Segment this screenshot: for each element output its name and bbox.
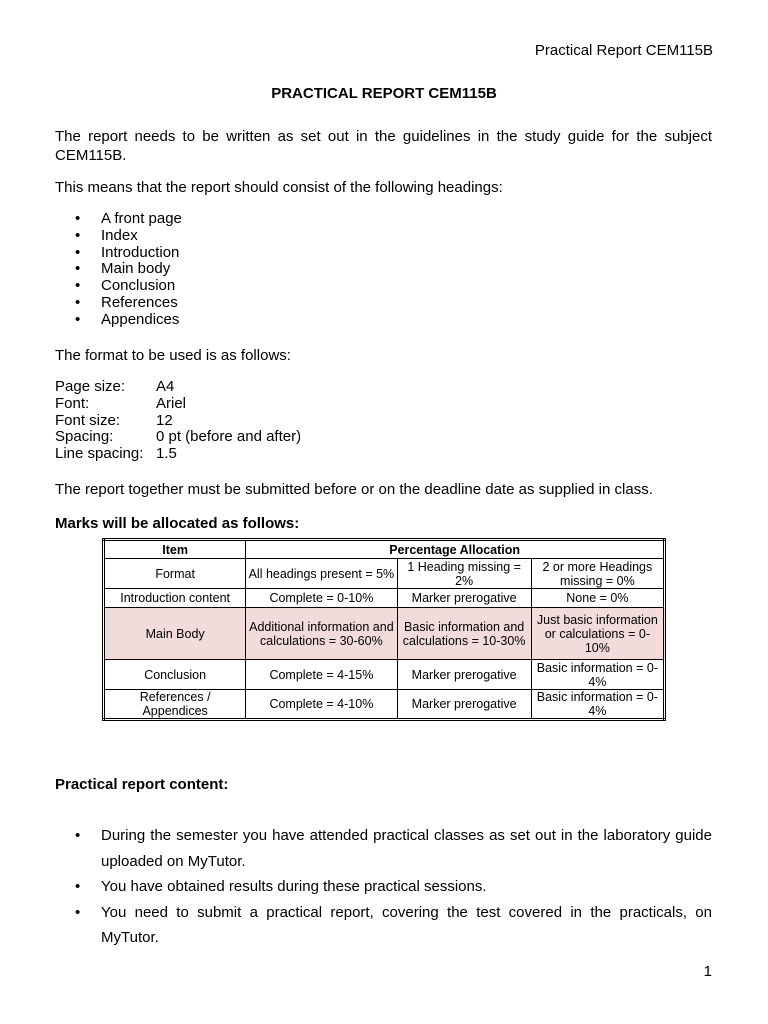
list-item: • Introduction (75, 243, 180, 261)
format-row: Font: Ariel (55, 394, 187, 412)
bullet-icon: • (75, 226, 81, 244)
table-header-allocation: Percentage Allocation (246, 540, 665, 559)
list-item: • You need to submit a practical report, covering the test covered in the practicals, on MyTutor. (55, 900, 712, 951)
bullet-icon: • (75, 210, 81, 227)
format-row: Page size: A4 (55, 378, 175, 395)
list-item: • Main body (75, 260, 171, 278)
page-title: PRACTICAL REPORT CEM115B (271, 85, 497, 102)
table-row: Introduction content Complete = 0-10% Marker prerogative None = 0% (104, 589, 665, 608)
deadline-paragraph: The report together must be submitted before or on the deadline date as supplied in class. (55, 481, 653, 498)
list-item: • A front page (75, 210, 182, 227)
bullet-icon: • (75, 277, 81, 295)
table-row: Format All headings present = 5% 1 Heading missing = 2% 2 or more Headings missing = 0% (104, 559, 665, 589)
intro-paragraph: The report needs to be written as set out in the guidelines in the study guide for the subject CEM115B. (55, 128, 712, 164)
content-heading: Practical report content: (55, 776, 229, 793)
marks-table (102, 538, 666, 721)
bullet-icon: • (75, 260, 81, 278)
bullet-icon: • (75, 310, 81, 328)
page-number: 1 (703, 963, 712, 980)
headings-list (55, 211, 182, 329)
format-intro: The format to be used is as follows: (55, 347, 291, 364)
bullet-icon: • (75, 243, 81, 261)
format-row: Line spacing: 1.5 (55, 445, 177, 463)
bullet-icon: • (75, 827, 81, 844)
format-row: Font size: 12 (55, 411, 173, 429)
content-list (55, 823, 712, 951)
running-header: Practical Report CEM115B (534, 42, 713, 59)
bullet-icon: • (75, 903, 81, 921)
list-item: • References (75, 293, 178, 311)
table-header-row (104, 540, 665, 559)
bullet-icon: • (75, 293, 81, 311)
list-item: • Appendices (75, 310, 180, 328)
format-spec (55, 379, 301, 463)
list-item: • During the semester you have attended practical classes as set out in the laboratory guide uploaded on MyTutor. (55, 823, 712, 874)
table-row: Main Body Additional information and calculations = 30-60% Basic information and calculations = 10-30% Just basic information or calculations = 0-10% (104, 608, 665, 660)
list-item: • Index (75, 226, 138, 244)
format-row: Spacing: 0 pt (before and after) (55, 428, 302, 446)
list-item: • You have obtained results during these practical sessions. (55, 874, 712, 900)
list-item: • Conclusion (75, 277, 176, 295)
headings-intro: This means that the report should consist of the following headings: (55, 179, 503, 196)
bullet-icon: • (75, 878, 81, 895)
marks-heading: Marks will be allocated as follows: (55, 515, 300, 532)
table-row: Conclusion Complete = 4-15% Marker prerogative Basic information = 0-4% (104, 660, 665, 690)
table-header-item: Item (104, 540, 246, 559)
table-row: References / Appendices Complete = 4-10% Marker prerogative Basic information = 0-4% (104, 690, 665, 720)
